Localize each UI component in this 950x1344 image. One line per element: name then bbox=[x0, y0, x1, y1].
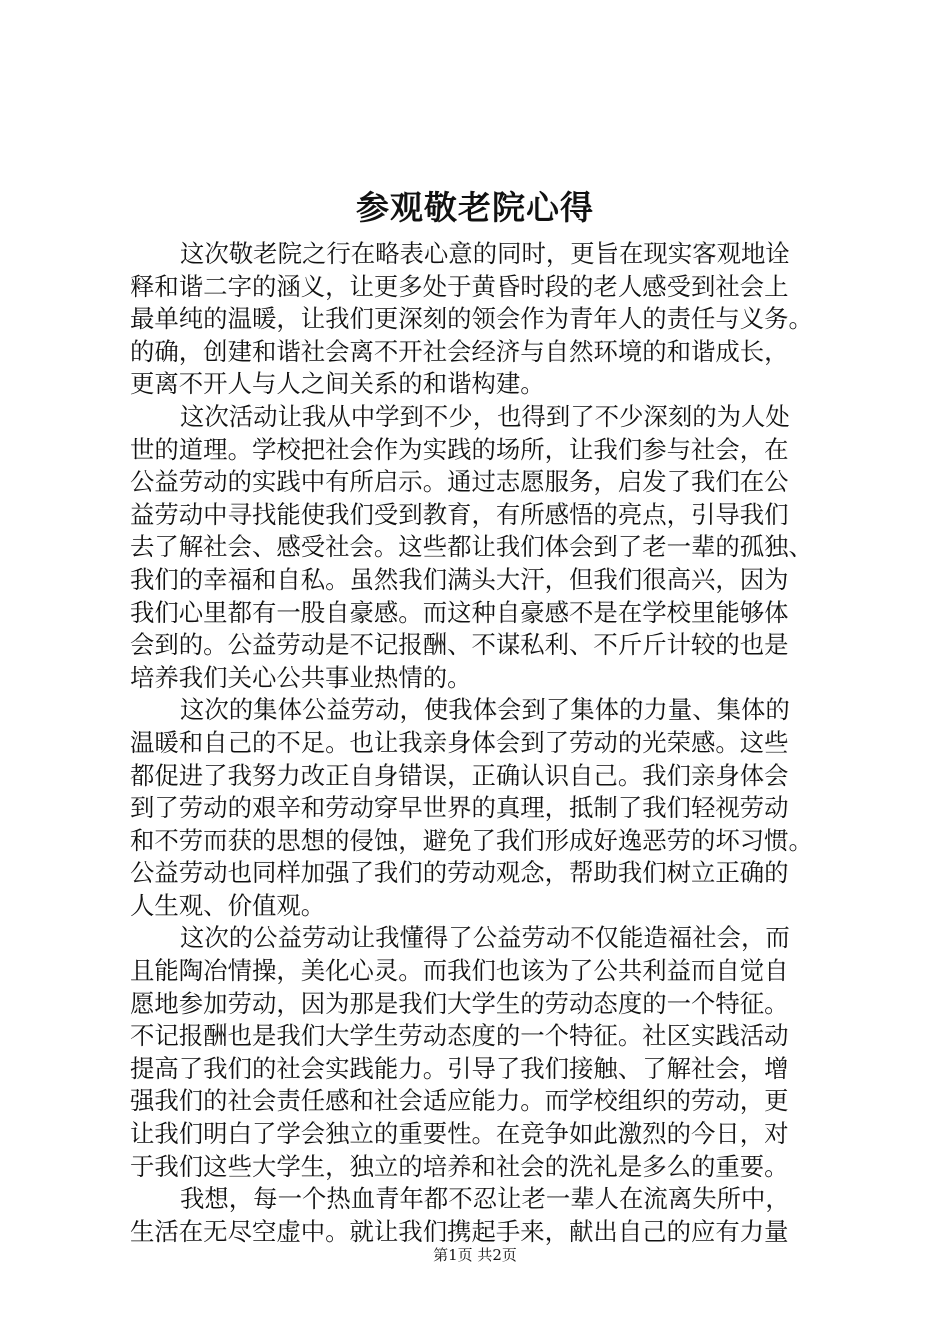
text-line: 强我们的社会责任感和社会适应能力。而学校组织的劳动，更 bbox=[130, 1086, 789, 1116]
text-line: 公益劳动的实践中有所启示。通过志愿服务，启发了我们在公 bbox=[130, 467, 789, 497]
page-number: 第1页 共2页 bbox=[433, 1246, 517, 1264]
text-line: 这次的集体公益劳动，使我体会到了集体的力量、集体的 bbox=[180, 695, 790, 725]
document-body bbox=[130, 238, 850, 1248]
text-line: 到了劳动的艰辛和劳动穿早世界的真理，抵制了我们轻视劳动 bbox=[130, 793, 789, 823]
text-line: 最单纯的温暖，让我们更深刻的领会作为青年人的责任与义务。 bbox=[130, 304, 813, 334]
text-line: 人生观、价值观。 bbox=[130, 890, 326, 920]
text-line: 这次敬老院之行在略表心意的同时，更旨在现实客观地诠 bbox=[180, 239, 790, 268]
text-line: 更离不开人与人之间关系的和谐构建。 bbox=[130, 369, 545, 399]
text-line: 温暖和自己的不足。也让我亲身体会到了劳动的光荣感。这些 bbox=[130, 727, 789, 757]
text-line: 的确，创建和谐社会离不开社会经济与自然环境的和谐成长， bbox=[130, 336, 789, 366]
text-line: 愿地参加劳动，因为那是我们大学生的劳动态度的一个特征。 bbox=[130, 988, 789, 1018]
text-line: 公益劳动也同样加强了我们的劳动观念，帮助我们树立正确的 bbox=[130, 858, 789, 888]
text-line: 会到的。公益劳动是不记报酬、不谋私利、不斤斤计较的也是 bbox=[130, 630, 789, 660]
text-line: 生活在无尽空虚中。就让我们携起手来，献出自己的应有力量 bbox=[130, 1216, 789, 1246]
text-line: 于我们这些大学生，独立的培养和社会的洗礼是多么的重要。 bbox=[130, 1151, 789, 1181]
text-line: 让我们明白了学会独立的重要性。在竞争如此激烈的今日，对 bbox=[130, 1119, 789, 1149]
text-line: 我想，每一个热血青年都不忍让老一辈人在流离失所中， bbox=[180, 1184, 790, 1214]
text-line: 释和谐二字的涵义，让更多处于黄昏时段的老人感受到社会上 bbox=[130, 271, 789, 301]
text-line: 和不劳而获的思想的侵蚀，避免了我们形成好逸恶劳的坏习惯。 bbox=[130, 825, 813, 855]
text-line: 都促进了我努力改正自身错误，正确认识自己。我们亲身体会 bbox=[130, 760, 789, 790]
text-line: 这次的公益劳动让我懂得了公益劳动不仅能造福社会，而 bbox=[180, 923, 790, 953]
text-line: 我们的幸福和自私。虽然我们满头大汗，但我们很高兴，因为 bbox=[130, 564, 789, 594]
text-line: 这次活动让我从中学到不少，也得到了不少深刻的为人处 bbox=[180, 401, 790, 431]
text-line: 且能陶冶情操，美化心灵。而我们也该为了公共利益而自觉自 bbox=[130, 956, 789, 986]
text-line: 世的道理。学校把社会作为实践的场所，让我们参与社会，在 bbox=[130, 434, 789, 464]
text-line: 益劳动中寻找能使我们受到教育，有所感悟的亮点，引导我们 bbox=[130, 499, 789, 529]
text-line: 提高了我们的社会实践能力。引导了我们接触、了解社会，增 bbox=[130, 1053, 789, 1083]
document-title: 参观敬老院心得 bbox=[356, 188, 594, 227]
text-line: 去了解社会、感受社会。这些都让我们体会到了老一辈的孤独、 bbox=[130, 532, 813, 562]
text-line: 培养我们关心公共事业热情的。 bbox=[130, 662, 472, 692]
text-line: 不记报酬也是我们大学生劳动态度的一个特征。社区实践活动 bbox=[130, 1021, 789, 1051]
text-line: 我们心里都有一股自豪感。而这种自豪感不是在学校里能够体 bbox=[130, 597, 789, 627]
